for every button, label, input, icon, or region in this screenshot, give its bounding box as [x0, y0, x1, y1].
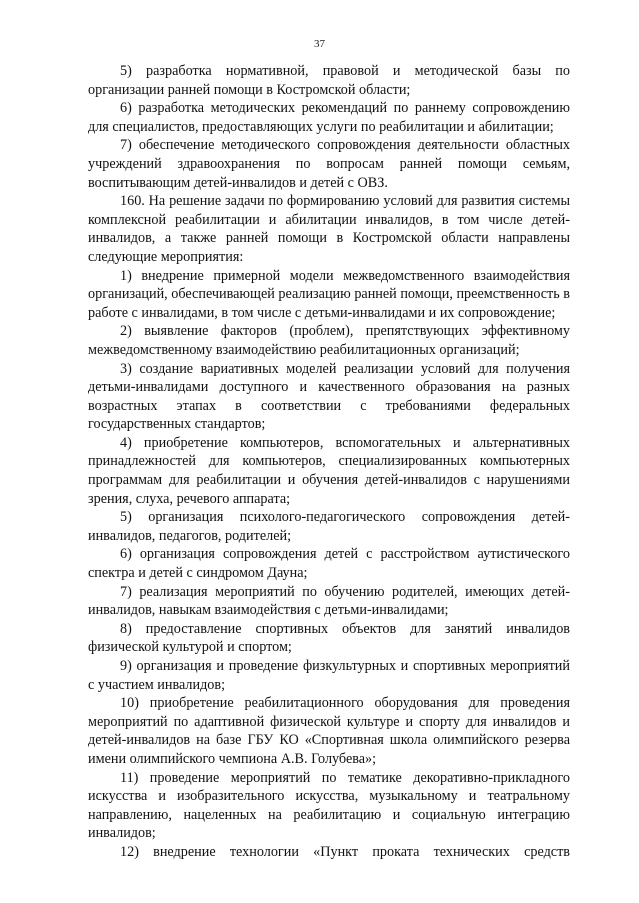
paragraph-160-intro: 160. На решение задачи по формированию условий для развития системы комплексной реабилитации и абилитации инвалидов, в том числе детей-инвалидов, а также ранней помощи в Костромской области направлены следующие мероприятия: [88, 193, 570, 265]
paragraph-item-11-arts-events: 11) проведение мероприятий по тематике декоративно-прикладного искусства и изобразительного искусства, музыкальному и театральному направлению, нацеленных на реабилитацию и социальную интеграцию инвалидов; [88, 769, 570, 842]
paragraph-item-5-legal-base: 5) разработка нормативной, правовой и методической базы по организации ранней помощи в Костромской области; [88, 63, 570, 98]
paragraph-item-7-methodical-support: 7) обеспечение методического сопровождения деятельности областных учреждений здравоохранения по вопросам ранней помощи семьям, воспитывающим детей-инвалидов и детей с ОВЗ. [88, 137, 570, 191]
paragraph-item-4-computers: 4) приобретение компьютеров, вспомогательных и альтернативных принадлежностей для компьютеров, специализированных компьютерных программам для реабилитации и обучения детей-инвалидов с нарушениями зрения, слуха, речевого аппарата; [88, 434, 570, 507]
paragraph-item-5-psychological-support: 5) организация психолого-педагогического сопровождения детей-инвалидов, педагогов, родителей; [88, 509, 570, 544]
paragraph-item-6-guidelines: 6) разработка методических рекомендаций по раннему сопровождению для специалистов, предоставляющих услуги по реабилитации и абилитации; [88, 100, 570, 135]
paragraph-item-3-education-models: 3) создание вариативных моделей реализации условий для получения детьми-инвалидами доступного и качественного образования на разных возрастных этапах в соответствии с требованиями федеральных государственных стандартов; [88, 360, 570, 433]
document-body [88, 62, 570, 862]
paragraph-item-1-model: 1) внедрение примерной модели межведомственного взаимодействия организаций, обеспечивающей реализацию ранней помощи, преемственность в работе с инвалидами, в том числе с детьми-инвалидами и их сопровождение; [88, 267, 570, 321]
paragraph-item-7-parent-training: 7) реализация мероприятий по обучению родителей, имеющих детей-инвалидов, навыкам взаимодействия с детьми-инвалидами; [88, 583, 570, 619]
paragraph-item-6-autism-support: 6) организация сопровождения детей с расстройством аутистического спектра и детей с синдромом Дауна; [88, 546, 570, 582]
paragraph-item-12-rental-point: 12) внедрение технологии «Пункт проката технических средств [120, 843, 570, 860]
paragraph-item-8-sport-facilities: 8) предоставление спортивных объектов для занятий инвалидов физической культурой и спортом; [88, 620, 570, 656]
page-number: 37 [314, 38, 325, 50]
paragraph-item-2-factors: 2) выявление факторов (проблем), препятствующих эффективному межведомственному взаимодействию реабилитационных организаций; [88, 323, 570, 358]
paragraph-item-10-rehab-equipment: 10) приобретение реабилитационного оборудования для проведения мероприятий по адаптивной физической культуре и спорту для инвалидов и детей-инвалидов на базе ГБУ КО «Спортивная школа олимпийского резерва имени олимпийского чемпиона А.В. Голубева»; [88, 695, 570, 767]
paragraph-item-9-sport-events: 9) организация и проведение физкультурных и спортивных мероприятий с участием инвалидов; [88, 658, 570, 693]
